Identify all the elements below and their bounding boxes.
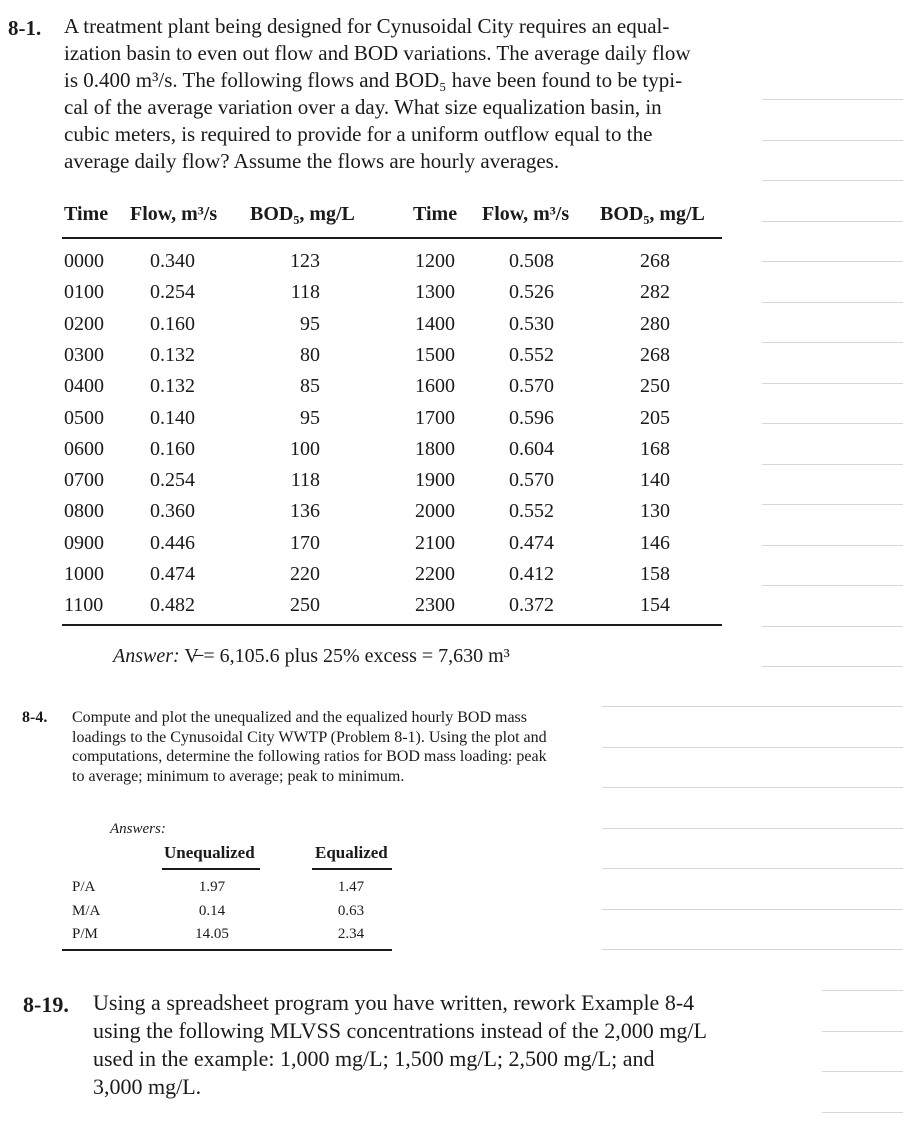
table-cell: 0.596 [509,406,554,429]
table-cell: 0.570 [509,469,554,492]
table-header-bod-2: BOD₅, mg/L [600,203,705,225]
table-cell: 154 [640,594,670,617]
table-cell: 0400 [64,375,104,398]
table-header-flow: Flow, m³/s [130,203,218,225]
table-cell: 0500 [64,406,104,429]
table-cell: 168 [640,437,670,460]
table-cell: 0.570 [509,375,554,398]
table-cell: 0200 [64,312,104,335]
table-cell: 85 [300,375,320,398]
table-cell: 1700 [415,406,455,429]
table-cell: 0.160 [150,312,195,335]
table-cell: 0.340 [150,250,195,272]
problem-8-4-line: to average; minimum to average; peak to minimum. [72,767,405,785]
flow-bod-table [62,203,722,628]
ruled-line [762,140,903,141]
table-cell: 100 [290,437,320,460]
table-cell: 0.552 [509,343,554,366]
answer-label: Answer: [113,645,180,667]
table-cell: 1900 [415,469,455,492]
table-cell: 146 [640,531,670,554]
ruled-line [762,99,903,100]
table-header-bod: BOD₅, mg/L [250,203,355,225]
table-cell: 1300 [415,281,455,304]
table-cell: 0900 [64,531,104,554]
table-cell: 158 [640,563,670,585]
table-cell: 0.530 [509,312,554,335]
table-cell: 282 [640,281,670,304]
ruled-line [602,868,903,869]
table-cell: 170 [290,531,320,554]
table-cell: 0100 [64,281,104,304]
table-cell: 0.372 [509,594,554,617]
table-header-time-2: Time [413,203,458,225]
table-header-time: Time [64,203,109,225]
problem-8-1-line: ization basin to even out flow and BOD variations. The average daily flow [64,41,691,65]
table-cell: 280 [640,312,670,335]
table-cell: 0.160 [150,437,195,460]
ruled-line [602,909,903,910]
ruled-line [822,1031,903,1032]
table-cell: 1500 [415,343,455,366]
ruled-line [762,383,903,384]
ratio-cell: 0.14 [198,902,226,919]
ratio-cell: 2.34 [337,926,365,942]
ruled-line [602,747,903,748]
table-cell: 0.254 [150,281,195,304]
problem-8-1-line: is 0.400 m³/s. The following flows and BOD₅ have been found to be typi- [64,68,683,92]
table-cell: 1000 [64,563,104,585]
problem-8-19-line: used in the example: 1,000 mg/L; 1,500 mg/L; 2,500 mg/L; and [93,1046,655,1071]
ruled-line [602,706,903,707]
table-cell: 130 [640,500,670,523]
ratio-header-unequalized: Unequalized [164,843,255,862]
table-cell: 2200 [415,563,455,585]
table-cell: 1200 [415,250,455,272]
problem-8-19-text [93,989,803,1101]
table-cell: 2100 [415,531,455,554]
ruled-line [822,1112,903,1113]
table-cell: 136 [290,500,320,523]
ratio-cell: 0.63 [337,902,365,919]
table-cell: 2300 [415,594,455,617]
problem-8-1-line: cal of the average variation over a day. What size equalization basin, in [64,95,662,119]
ruled-line [762,342,903,343]
ruled-line [762,180,903,181]
table-cell: 118 [290,469,320,492]
table-cell: 250 [290,594,320,617]
table-cell: 123 [290,250,320,272]
ratio-bottom-rule [62,949,392,951]
table-cell: 268 [640,250,670,272]
table-cell: 0.508 [509,250,554,272]
table-cell: 0.132 [150,343,195,366]
table-cell: 0000 [64,250,104,272]
problem-8-1-text [64,13,724,175]
ratio-header-rule-2 [312,868,392,870]
table-cell: 2000 [415,500,455,523]
table-top-rule [62,237,722,239]
table-cell: 0.360 [150,500,195,523]
ruled-line [762,666,903,667]
table-header-flow-2: Flow, m³/s [482,203,570,225]
table-cell: 80 [300,343,320,366]
problem-8-4-line: computations, determine the following ratios for BOD mass loading: peak [72,748,547,765]
table-cell: 268 [640,343,670,366]
problem-8-4-answers-label: Answers: [110,821,166,837]
ruled-line [762,464,903,465]
ruled-line [762,221,903,222]
ratio-cell: 14.05 [195,926,229,942]
table-cell: 95 [300,406,320,429]
ratio-cell: 1.97 [198,879,226,895]
table-cell: 0.474 [150,563,195,585]
ruled-line [602,787,903,788]
ratio-header-equalized: Equalized [315,843,388,862]
table-cell: 0.482 [150,594,195,617]
table-cell: 0.474 [509,531,554,554]
table-cell: 0.132 [150,375,195,398]
table-cell: 140 [640,469,670,492]
ratio-cell: M/A [72,902,101,919]
table-cell: 0.446 [150,531,195,554]
ruled-line [762,261,903,262]
ratio-cell: P/M [72,926,98,942]
ruled-line [602,949,903,950]
ruled-line [762,585,903,586]
problem-8-1-line: cubic meters, is required to provide for a uniform outflow equal to the [64,122,653,146]
ruled-line [762,504,903,505]
table-cell: 1600 [415,375,455,398]
table-cell: 0.526 [509,281,554,304]
ruled-line [822,1071,903,1072]
problem-8-19-line: using the following MLVSS concentrations instead of the 2,000 mg/L [93,1018,707,1043]
problem-8-1-line: average daily flow? Assume the flows are hourly averages. [64,149,560,173]
ratio-cell: 1.47 [337,879,365,895]
ruled-line [602,828,903,829]
table-cell: 0.254 [150,469,195,492]
problem-8-19-number: 8-19. [23,992,69,1017]
table-cell: 1800 [415,437,455,460]
problem-8-19-line: 3,000 mg/L. [93,1074,202,1099]
problem-8-1-number: 8-1. [8,16,42,40]
ruled-line [762,545,903,546]
table-cell: 0700 [64,469,104,492]
table-cell: 220 [290,563,320,585]
table-cell: 250 [640,375,670,398]
table-cell: 1100 [64,594,104,617]
ruled-line [762,302,903,303]
table-cell: 95 [300,312,320,335]
table-cell: 205 [640,406,670,429]
problem-8-4-line: Compute and plot the unequalized and the equalized hourly BOD mass [72,709,527,726]
problem-8-4-line: loadings to the Cynusoidal City WWTP (Problem 8-1). Using the plot and [72,728,547,746]
ruled-line [762,626,903,627]
problem-8-1-line: A treatment plant being designed for Cynusoidal City requires an equal- [64,14,670,38]
problem-8-1-answer [113,645,510,668]
problem-8-4-number: 8-4. [22,709,48,726]
table-cell: 0800 [64,500,104,523]
table-cell: 1400 [415,312,455,335]
problem-8-4-text [72,708,592,786]
ratio-table [62,843,392,953]
ratio-header-rule-1 [162,868,260,870]
table-cell: 0.552 [509,500,554,523]
ruled-line [822,990,903,991]
table-cell: 0.604 [509,437,554,460]
table-cell: 118 [290,281,320,304]
table-cell: 0.412 [509,563,554,585]
answer-value: V̶ = 6,105.6 plus 25% excess = 7,630 m³ [184,645,510,667]
table-bottom-rule [62,624,722,626]
table-cell: 0300 [64,343,104,366]
problem-8-19-line: Using a spreadsheet program you have written, rework Example 8-4 [93,990,695,1015]
table-cell: 0600 [64,437,104,460]
ruled-line [762,423,903,424]
ratio-cell: P/A [72,879,96,895]
table-cell: 0.140 [150,406,195,429]
